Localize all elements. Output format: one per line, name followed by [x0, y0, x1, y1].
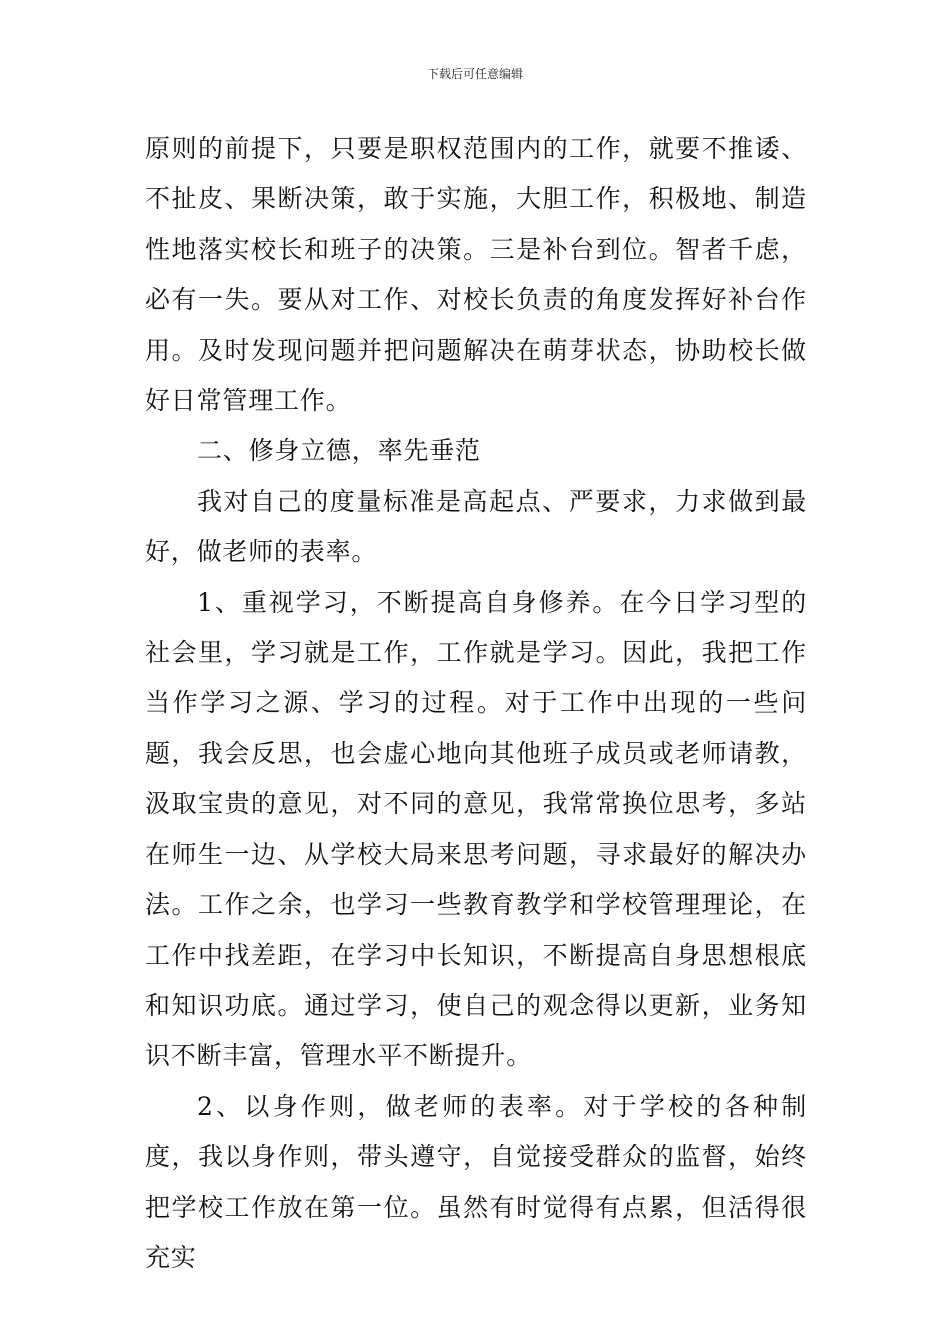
paragraph: 我对自己的度量标准是高起点、严要求，力求做到最好，做老师的表率。: [145, 486, 807, 567]
page-header: 下载后可任意编辑: [426, 67, 523, 81]
paragraph: 1、重视学习，不断提高自身修养。在今日学习型的社会里，学习就是工作，工作就是学习。因此，我把工作当作学习之源、学习的过程。对于工作中出现的一些问题，我会反思，也会虚心地向其他班子成员或老师请教，汲取宝贵的意见，对不同的意见，我常常换位思考，多站在师生一边、从学校大局来思考问题，寻求最好的解决办法。工作之余，也学习一些教育教学和学校管理理论，在工作中找差距，在学习中长知识，不断提高自身思想根底和知识功底。通过学习，使自己的观念得以更新，业务知识不断丰富，管理水平不断提升。: [145, 587, 807, 1071]
document-body: [145, 124, 807, 1283]
paragraph-continued: 原则的前提下，只要是职权范围内的工作，就要不推诿、不扯皮、果断决策，敢于实施，大胆工作，积极地、制造性地落实校长和班子的决策。三是补台到位。智者千虑，必有一失。要从对工作、对校长负责的角度发挥好补台作用。及时发现问题并把问题解决在萌芽状态，协助校长做好日常管理工作。: [145, 134, 807, 416]
paragraph: 2、以身作则，做老师的表率。对于学校的各种制度，我以身作则，带头遵守，自觉接受群众的监督，始终把学校工作放在第一位。虽然有时觉得有点累，但活得很充实: [145, 1091, 807, 1272]
section-heading: 二、修身立德，率先垂范: [197, 436, 481, 466]
